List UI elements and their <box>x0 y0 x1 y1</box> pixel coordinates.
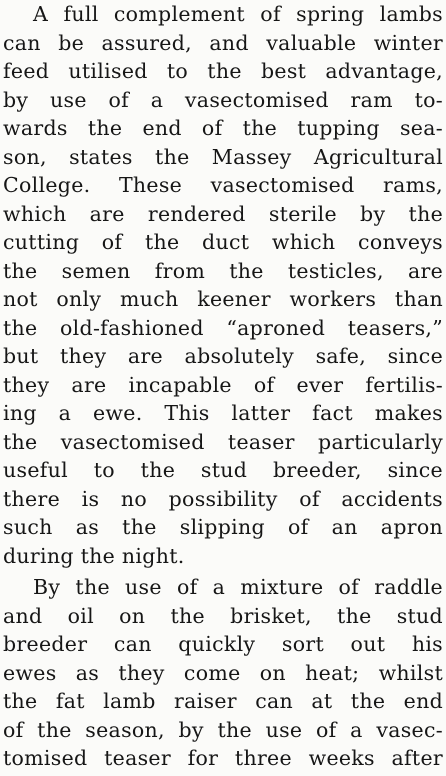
text-line: useful to the stud breeder, since <box>3 458 443 482</box>
text-line: and oil on the brisket, the stud <box>3 603 443 628</box>
text-line: son, states the Massey Agricultural <box>3 144 443 169</box>
text-line: such as the slipping of an apron <box>3 515 443 539</box>
paragraph-2 <box>3 573 443 773</box>
text-line: feed utilised to the best advantage, <box>3 59 443 83</box>
text-line: of the season, by the use of a vasec- <box>3 717 443 742</box>
text-line: A full complement of spring lambs <box>33 2 443 26</box>
text-line: College. These vasectomised rams, <box>3 173 443 197</box>
text-line: they are incapable of ever fertilis- <box>3 372 443 397</box>
text-line: can be assured, and valuable winter <box>3 30 443 55</box>
text-line: which are rendered sterile by the <box>3 201 443 226</box>
text-line: breeder can quickly sort out his <box>3 632 443 656</box>
text-line: the semen from the testicles, are <box>3 258 443 283</box>
text-line: By the use of a mixture of raddle <box>33 575 443 599</box>
text-line: wards the end of the tupping sea- <box>3 116 443 140</box>
text-line: tomised teaser for three weeks after <box>3 746 443 770</box>
text-line: the old-fashioned “aproned teasers,” <box>3 315 443 340</box>
text-line: there is no possibility of accidents <box>3 486 443 511</box>
text-line: the vasectomised teaser particularly <box>3 429 443 454</box>
text-line: cutting of the duct which conveys <box>3 230 443 254</box>
text-line: but they are absolutely safe, since <box>3 344 443 368</box>
text-line: by use of a vasectomised ram to- <box>3 87 443 112</box>
text-line: ing a ewe. This latter fact makes <box>3 401 443 425</box>
text-line: ewes as they come on heat; whilst <box>3 660 443 685</box>
text-line: the fat lamb raiser can at the end <box>3 689 443 713</box>
text-line: during the night. <box>3 543 185 568</box>
paragraph-1 <box>3 0 443 570</box>
article-column <box>3 0 443 773</box>
text-line: not only much keener workers than <box>3 287 443 311</box>
